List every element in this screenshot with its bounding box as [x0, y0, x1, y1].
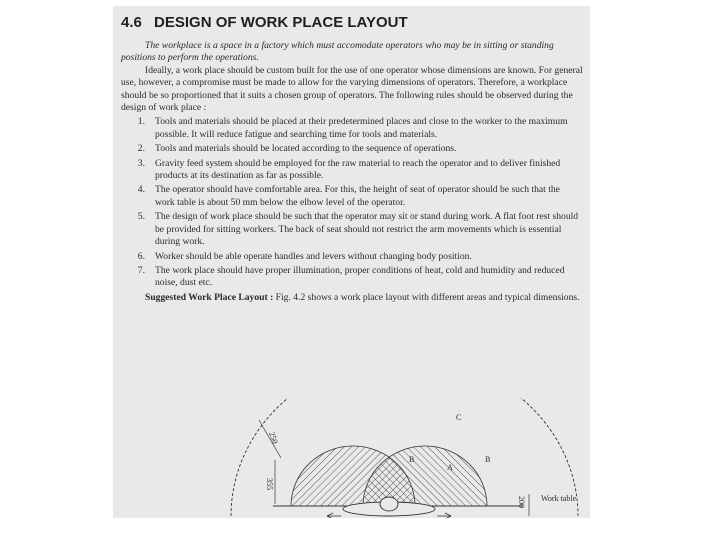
rule-item — [121, 184, 583, 209]
rule-item — [121, 265, 583, 290]
rule-item — [121, 251, 583, 263]
left-arrow-icon — [327, 513, 341, 518]
body-paragraph: Ideally, a work place should be custom built for the use of one operator whose dimensions are known. For general use, however, a compromise must be made to allow for the varying dimensions of operators. Therefore, a workplace should be so proportioned that it suits a chosen group of operators. The following rules should be observed during the design of work place : — [121, 64, 583, 114]
area-b-right-label: B — [485, 455, 491, 464]
operator-head — [380, 497, 398, 511]
rule-text: Tools and materials should be placed at their predetermined places and close to the worker to the maximum possible. It will reduce fatigue and searching time for tools and materials. — [155, 116, 568, 140]
area-a-label: A — [447, 463, 453, 472]
dim-outer-label: 250 — [267, 430, 280, 445]
dim-table-label: 200 — [517, 496, 526, 508]
rule-text: The operator should have comfortable area. For this, the height of seat of operator should be such that the work table is about 50 mm below the elbow level of the operator. — [155, 184, 560, 208]
right-arrow-icon — [437, 513, 451, 518]
rule-text: Tools and materials should be located according to the sequence of operations. — [155, 143, 457, 155]
work-place-layout-figure — [223, 398, 583, 518]
rule-number: 3. — [137, 157, 145, 169]
work-table-label: Work table — [541, 494, 577, 503]
rules-list — [121, 116, 583, 289]
rule-number: 2. — [137, 143, 145, 155]
rule-number: 6. — [137, 250, 145, 262]
section-number: 4.6 — [121, 14, 142, 31]
rule-number: 7. — [137, 264, 145, 276]
layout-diagram — [223, 398, 583, 518]
area-c-label: C — [456, 413, 462, 422]
rule-text: The design of work place should be such that the operator may sit or stand during work. A flat foot rest should be provided for sitting workers. The back of seat should not restrict the arm movements which is essential during work. — [155, 211, 579, 248]
rule-item — [121, 211, 583, 248]
section-heading — [121, 14, 521, 31]
rule-text: Gravity feed system should be employed for the raw material to reach the operator and to deliver finished products at its destination as far as possible. — [155, 157, 561, 182]
book-page — [113, 6, 590, 518]
dim-inner-label: 355 — [265, 478, 274, 490]
rule-text: Worker should be able operate handles and levers without changing body position. — [155, 250, 472, 262]
area-b-left-label: B — [409, 455, 415, 464]
suggested-lead: Suggested Work Place Layout : — [145, 291, 274, 303]
rule-item — [121, 116, 583, 141]
intro-paragraph: The workplace is a space in a factory which must accomodate operators who may be in sitting or standing positions to perform the operations. — [121, 40, 554, 64]
rule-number: 4. — [137, 184, 145, 196]
section-title: DESIGN OF WORK PLACE LAYOUT — [154, 14, 408, 31]
suggested-text: Fig. 4.2 shows a work place layout with different areas and typical dimensions. — [273, 291, 580, 303]
rule-number: 1. — [137, 116, 145, 128]
rule-text: The work place should have proper illumination, proper conditions of heat, cold and humidity and reduced noise, dust etc. — [155, 264, 565, 289]
suggested-layout-paragraph — [121, 292, 583, 304]
page-content — [121, 40, 583, 304]
rule-item — [121, 158, 583, 183]
rule-number: 5. — [137, 211, 145, 223]
rule-item — [121, 143, 583, 155]
